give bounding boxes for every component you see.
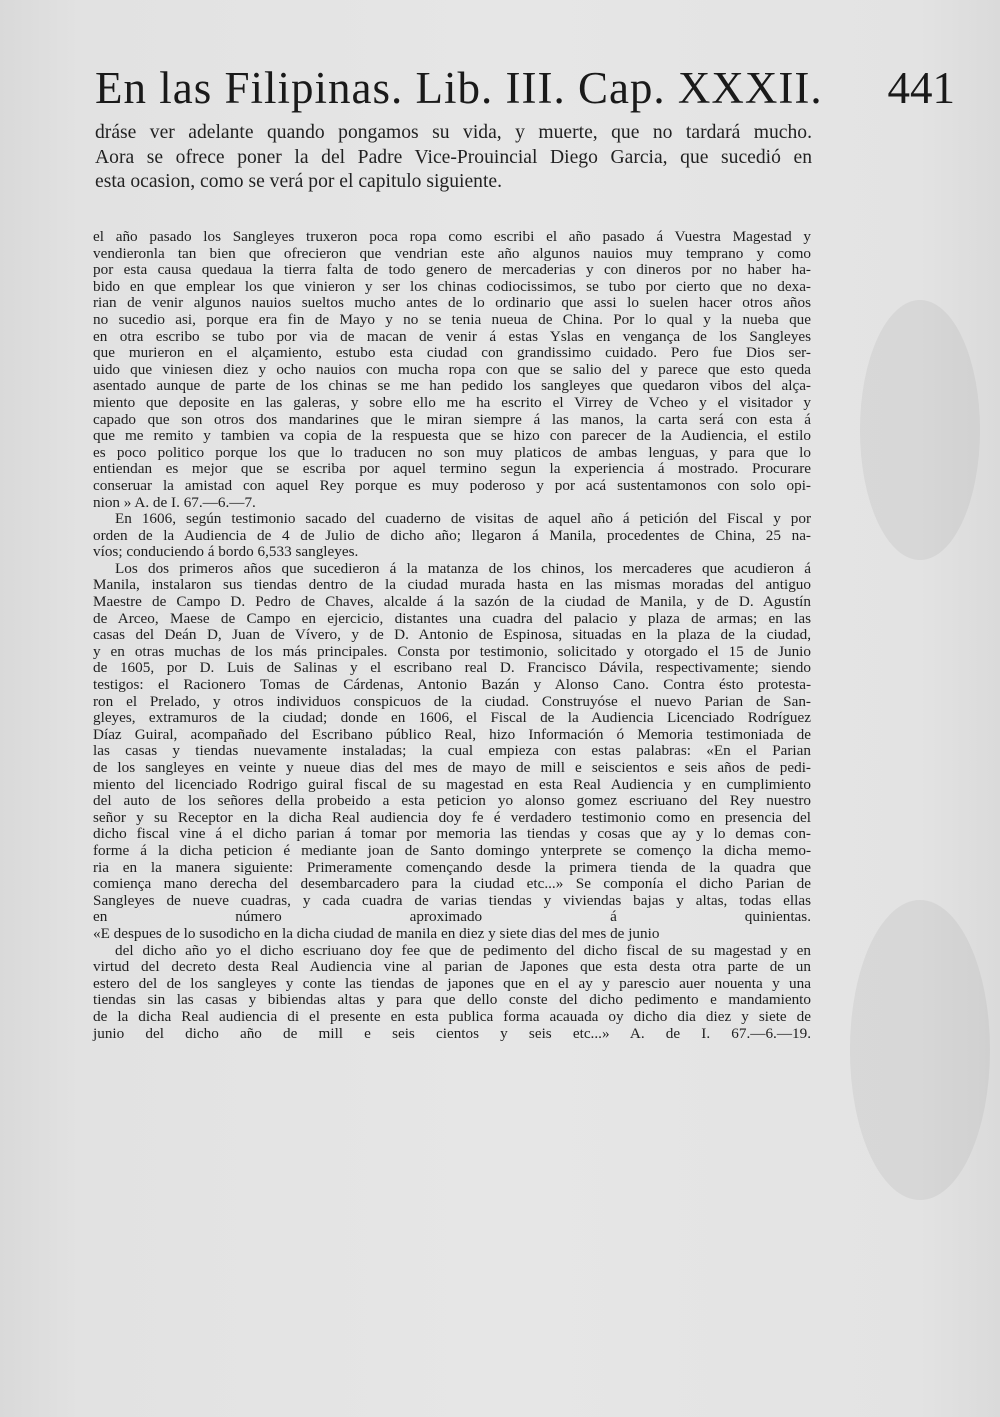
text-line: tiendas sin las casas y bibiendas altas y para que dello conste del dicho pedimento e mandamiento bbox=[93, 991, 811, 1009]
text-line: que me remito y tambien va copia de la respuesta que se hizo con parecer de la Audiencia, el estilo bbox=[93, 427, 811, 445]
text-line: que murieron en el alçamiento, estubo esta ciudad con grandissimo cuidado. Pero fue Dios ser- bbox=[93, 344, 811, 362]
page-header bbox=[95, 62, 955, 112]
text-line: casas del Deán D, Juan de Vívero, y de D. Antonio de Espinosa, situadas en la plaza de la ciudad, bbox=[93, 626, 811, 644]
text-line: comiença mano derecha del desembarcadero para la ciudad etc...» Se componía el dicho Parian de bbox=[93, 875, 811, 893]
text-line: vendieronla tan bien que ofrecieron que vendrian este año algunos nauios muy temprano y como bbox=[93, 244, 811, 262]
page-number: 441 bbox=[887, 63, 955, 113]
text-line: orden de la Audiencia de 4 de Julio de dicho año; llegaron á Manila, procedentes de China, 25 na- bbox=[93, 526, 811, 544]
text-line: Maestre de Campo D. Pedro de Chaves, alcalde á la sazón de la ciudad de Manila, y de D. Agustín bbox=[93, 593, 811, 611]
text-line: Díaz Guiral, acompañado del Escribano público Real, hizo Información ó Memoria testimoniada de bbox=[93, 725, 811, 743]
paper-stain bbox=[860, 300, 980, 560]
text-line: por esta causa quedaua la tierra falta de todo genero de mercaderias y con dineros por no haber ha- bbox=[93, 261, 811, 279]
text-line: asentado aunque de parte de los chinas se me han pedido los sangleyes que quedaron vibos del alça- bbox=[93, 377, 811, 395]
text-line: miento del licenciado Rodrigo guiral fiscal de su magestad en esta Real Audiencia y en cumplimiento bbox=[93, 775, 811, 793]
text-line: estero del de los sangleyes y conte las tiendas de japones que en el ay y parescio auer nouenta y una bbox=[93, 974, 811, 992]
text-line: de la dicha Real audiencia di el presente en esta publica forma acauada oy dicho dia diez y siete de bbox=[93, 1007, 811, 1025]
paper-stain bbox=[850, 900, 990, 1200]
text-line: Aora se ofrece poner la del Padre Vice-Prouincial Diego Garcia, que sucedió en bbox=[95, 146, 812, 168]
text-line: y en otras muchas de los más principales. Consta por testimonio, solicitado y otorgado el 15 de Junio bbox=[93, 642, 811, 660]
text-line: dráse ver adelante quando pongamos su vida, y muerte, que no tardará mucho. bbox=[95, 122, 812, 143]
text-line: junio del dicho año de mill e seis cientos y seis etc...» A. de I. 67.—6.—19. bbox=[93, 1024, 811, 1042]
text-line: nion » A. de I. 67.—6.—7. bbox=[93, 493, 256, 511]
text-line: gleyes, extramuros de la ciudad; donde en 1606, el Fiscal de la Audiencia Licenciado Rodríguez bbox=[93, 709, 811, 727]
text-line: es poco politico porque los que lo traducen no son muy platicos de ambas lenguas, y para que lo bbox=[93, 443, 811, 461]
text-line: «E despues de lo susodicho en la dicha ciudad de manila en diez y siete dias del mes de junio bbox=[93, 924, 660, 942]
text-line: ria en la manera siguiente: Primeramente començando desde la primera tienda de la quadra que bbox=[93, 858, 811, 876]
intro-paragraph bbox=[95, 121, 812, 195]
text-line: en número aproximado á quinientas. bbox=[93, 908, 811, 926]
text-line: virtud del decreto desta Real Audiencia vine al parian de Japones que esta desta otra parte de un bbox=[93, 958, 811, 976]
text-line: rian de venir algunos nauios sueltos mucho antes de lo ordinario que assi lo suelen hacer otros años bbox=[93, 294, 811, 312]
text-line: víos; conduciendo á bordo 6,533 sangleyes. bbox=[93, 543, 359, 561]
text-line: Los dos primeros años que sucedieron á la matanza de los chinos, los mercaderes que acudieron á bbox=[115, 559, 811, 577]
text-line: señor y su Receptor en la dicha Real audiencia doy fe é verdadero testimonio como en presencia del bbox=[93, 808, 811, 826]
text-line: Sangleyes de nueve cuadras, y cada cuadra de varias tiendas y viviendas bajas y altas, todas ellas bbox=[93, 891, 811, 909]
text-line: testigos: el Racionero Tomas de Cárdenas, Antonio Bazán y Alonso Cano. Contra ésto protesta- bbox=[93, 676, 811, 694]
text-line: conseruar la amistad con aquel Rey porque es muy poderoso y por acá sustentamonos con solo opi- bbox=[93, 476, 811, 494]
text-line: esta ocasion, como se verá por el capitulo siguiente. bbox=[95, 171, 502, 192]
text-line: En 1606, según testimonio sacado del cuaderno de visitas de aquel año á petición del Fiscal y por bbox=[115, 510, 811, 528]
text-line: entiendan es mejor que se escriba por aquel termino segun la experiencia á mostrado. Procurare bbox=[93, 460, 811, 478]
text-line: del auto de los señores della probeido a esta peticion yo alonso gomez escriuano del Rey nuestro bbox=[93, 792, 811, 810]
text-line: forme á la dicha peticion é mediante joan de Santo domingo ynterprete se començo la dicha memo- bbox=[93, 841, 811, 859]
text-line: Manila, instalaron sus tiendas dentro de la ciudad murada hasta en las mismas moradas del antiguo bbox=[93, 576, 811, 594]
text-line: uido que viniesen diez y ocho nauios con mucha ropa con que se salio del y parece que esto queda bbox=[93, 360, 811, 378]
text-line: del dicho año yo el dicho escriuano doy fee que de pedimento del dicho fiscal de su magestad y en bbox=[115, 941, 811, 959]
text-line: bido en que emplear los que vinieron y ser los chinas codiocissimos, se tubo por cierto que no dexa- bbox=[93, 277, 811, 295]
text-line: ron el Prelado, y otros individuos conspicuos de la ciudad. Construyóse el nuevo Parian de San- bbox=[93, 692, 811, 710]
text-line: de 1605, por D. Luis de Salinas y el escribano real D. Francisco Dávila, respectivamente; siendo bbox=[93, 659, 811, 677]
text-line: no sucedio asi, porque era fin de Mayo y no se tenia nueua de China. Por lo qual y la nueba que bbox=[93, 310, 811, 328]
body-text bbox=[93, 229, 811, 1042]
text-line: capado que son otros dos mandarines que le miran siempre á las manos, la carta será con esta á bbox=[93, 410, 811, 428]
text-line: el año pasado los Sangleyes truxeron poca ropa como escribi el año pasado á Vuestra Magestad y bbox=[93, 228, 811, 245]
text-line: dicho fiscal vine á el dicho parian á tomar por memoria las tiendas y cosas que ay y lo demas con- bbox=[93, 825, 811, 843]
text-line: miento que deposite en las galeras, y sobre ello me ha escrito el Virrey de Vcheo y el visitador y bbox=[93, 393, 811, 411]
text-line: de los sangleyes en veinte y nueue dias del mes de mayo de mill e seiscientos e seis años de pedi- bbox=[93, 759, 811, 776]
running-title: En las Filipinas. Lib. III. Cap. XXXII. bbox=[95, 63, 823, 113]
text-line: en otra escribo se tubo por via de macan de venir á estas Yslas en vengança de los Sangleyes bbox=[93, 327, 811, 345]
text-line: de Arceo, Maese de Campo en ejercicio, distantes una cuadra del palacio y plaza de armas; en las bbox=[93, 609, 811, 627]
text-line: las casas y tiendas nuevamente instaladas; la cual empieza con estas palabras: «En el Parian bbox=[93, 742, 811, 760]
